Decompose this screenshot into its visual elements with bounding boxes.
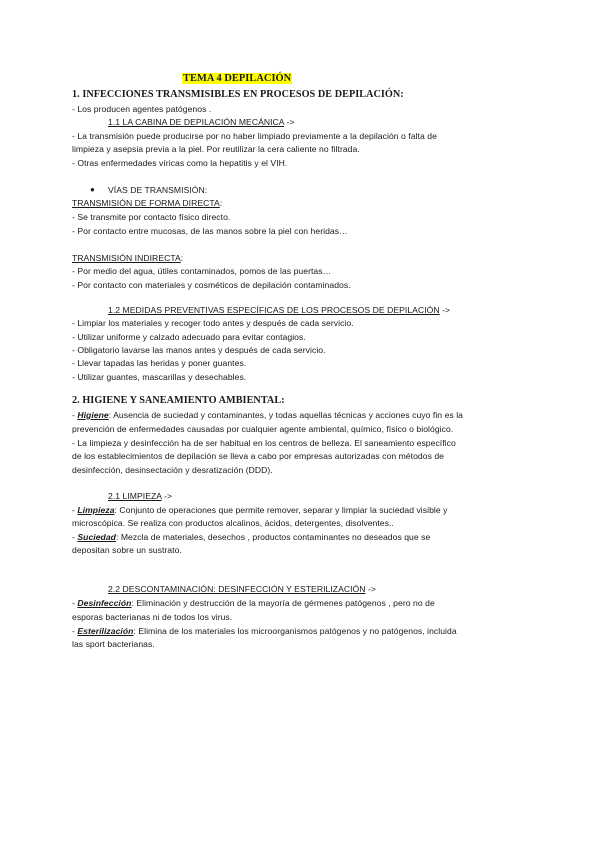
subsection-2-2-heading <box>108 584 376 595</box>
text-line: desinfección, desinsectación y desratización (DDD). <box>72 465 273 475</box>
text-line: prevención de enfermedades causadas por cualquier agente ambiental, químico, físico o biológico. <box>72 424 454 434</box>
definition-text: : Mezcla de materiales, desechos , productos contaminantes no deseados que se <box>115 532 431 542</box>
text-line: de los establecimientos de depilación se lleva a cabo por empresas autorizadas con métodos de <box>72 451 445 461</box>
dash: - <box>72 505 78 515</box>
subsection-title: 2.1 LIMPIEZA <box>108 491 162 501</box>
list-item: - Limpiar los materiales y recoger todo antes y después de cada servicio. <box>72 318 354 328</box>
dash: - <box>72 598 78 608</box>
list-item: - Utilizar guantes, mascarillas y desechables. <box>72 372 247 382</box>
subsection-1-2-heading <box>108 305 450 316</box>
subsection-title: 1.1 LA CABINA DE DEPILACIÓN MECÁNICA <box>108 117 285 127</box>
colon-text: : <box>180 253 184 263</box>
definition-line <box>72 598 435 609</box>
document-title: TEMA 4 DEPILACIÓN <box>183 73 292 84</box>
dash: - <box>72 532 78 542</box>
heading-text: TRANSMISIÓN INDIRECTA <box>72 253 181 263</box>
direct-transmission-heading <box>72 198 222 209</box>
list-item: - Llevar tapadas las heridas y poner guantes. <box>72 358 247 368</box>
text-line: limpieza y asepsia previa a la piel. Por reutilizar la cera caliente no filtrada. <box>72 144 360 154</box>
text-line: esporas bacterianas ni de todos los virus. <box>72 612 233 622</box>
colon-text: : <box>219 198 223 208</box>
text-line: - Por medio del agua, útiles contaminados, pomos de las puertas… <box>72 266 332 276</box>
subsection-2-1-heading <box>108 491 172 502</box>
definition-text: : Conjunto de operaciones que permite remover, separar y limpiar la suciedad visible y <box>114 505 448 515</box>
definition-line <box>72 532 430 543</box>
text-line: - La transmisión puede producirse por no haber limpiado previamente a la depilación o falta de <box>72 131 437 141</box>
section-2-heading: 2. HIGIENE Y SANEAMIENTO AMBIENTAL: <box>72 395 285 406</box>
text-line: las sport bacterianas. <box>72 639 155 649</box>
dash: - <box>72 626 78 636</box>
definition-line <box>72 410 463 421</box>
definition-text: : Elimina de los materiales los microorganismos patógenos y no patógenos, incluida <box>133 626 457 636</box>
arrow-text: -> <box>161 491 173 501</box>
text-line: microscópica. Se realiza con productos alcalinos, ácidos, detergentes, disolventes.. <box>72 518 394 528</box>
bullet-heading: VÍAS DE TRANSMISIÓN: <box>108 185 208 195</box>
term-higiene: Higiene <box>77 410 109 420</box>
text-line: - Los producen agentes patógenos . <box>72 104 212 114</box>
text-line: - Por contacto entre mucosas, de las manos sobre la piel con heridas… <box>72 226 348 236</box>
definition-text: : Eliminación y destrucción de la mayoría de gérmenes patógenos , pero no de <box>131 598 435 608</box>
arrow-text: -> <box>365 584 376 594</box>
arrow-text: -> <box>284 117 295 127</box>
text-line: - Otras enfermedades víricas como la hepatitis y el VIH. <box>72 158 288 168</box>
term-limpieza: Limpieza <box>77 505 115 515</box>
text-line: - Se transmite por contacto físico directo. <box>72 212 231 222</box>
term-suciedad: Suciedad <box>77 532 116 542</box>
definition-text: : Ausencia de suciedad y contaminantes, y todas aquellas técnicas y acciones cuyo fin es la <box>108 410 463 420</box>
bullet-dot-icon: ● <box>90 185 95 194</box>
definition-line <box>72 505 447 516</box>
text-line: depositan sobre un sustrato. <box>72 545 182 555</box>
list-item: - Utilizar uniforme y calzado adecuado para evitar contagios. <box>72 332 306 342</box>
subsection-title: 1.2 MEDIDAS PREVENTIVAS ESPECÍFICAS DE LOS PROCESOS DE DEPILACIÓN <box>108 305 440 315</box>
definition-line <box>72 626 457 637</box>
dash: - <box>72 410 78 420</box>
arrow-text: -> <box>439 305 451 315</box>
list-item: - Obligatorio lavarse las manos antes y después de cada servicio. <box>72 345 326 355</box>
text-line: - La limpieza y desinfección ha de ser habitual en los centros de belleza. El saneamiento específico <box>72 438 456 448</box>
term-desinfeccion: Desinfección <box>77 598 132 608</box>
indirect-transmission-heading <box>72 253 183 264</box>
term-esterilizacion: Esterilización <box>77 626 134 636</box>
section-1-heading: 1. INFECCIONES TRANSMISIBLES EN PROCESOS DE DEPILACIÓN: <box>72 89 404 100</box>
subsection-title: 2.2 DESCONTAMINACIÓN: DESINFECCIÓN Y ESTERILIZACIÓN <box>108 584 366 594</box>
subsection-1-1-heading <box>108 117 295 128</box>
text-line: - Por contacto con materiales y cosméticos de depilación contaminados. <box>72 280 351 290</box>
heading-text: TRANSMISIÓN DE FORMA DIRECTA <box>72 198 220 208</box>
